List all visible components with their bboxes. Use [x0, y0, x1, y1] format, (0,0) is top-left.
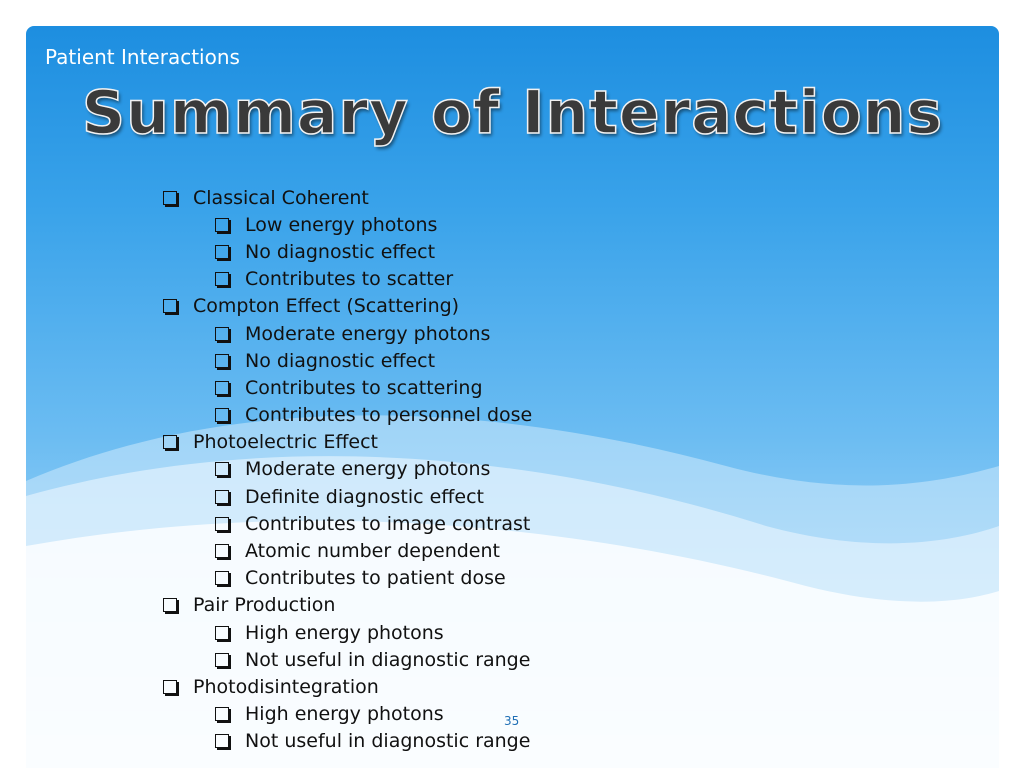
sub-bullet-item [163, 619, 532, 646]
sub-bullet-item [163, 565, 532, 592]
bullet-text: Low energy photons [245, 213, 438, 236]
section-label: Patient Interactions [45, 45, 240, 69]
bullet-item [163, 673, 532, 700]
bullet-text: Photodisintegration [193, 675, 379, 698]
checkbox-bullet-icon [215, 218, 229, 232]
sub-bullet-item [163, 646, 532, 673]
sub-bullet-item [163, 347, 532, 374]
bullet-text: Contributes to scattering [245, 376, 483, 399]
checkbox-bullet-icon [163, 680, 177, 694]
bullet-text: No diagnostic effect [245, 240, 436, 263]
bullet-text: Contributes to personnel dose [245, 404, 533, 427]
sub-bullet-item [163, 510, 532, 537]
bullet-text: Contributes to patient dose [245, 567, 506, 590]
sub-bullet-item [163, 402, 532, 429]
bullet-text: Atomic number dependent [245, 540, 500, 563]
checkbox-bullet-icon [215, 272, 229, 286]
bullet-item [163, 293, 532, 320]
bullet-text: Not useful in diagnostic range [245, 730, 531, 753]
checkbox-bullet-icon [215, 327, 229, 341]
bullet-text: Contributes to scatter [245, 268, 454, 291]
sub-bullet-item [163, 701, 532, 728]
bullet-text: Contributes to image contrast [245, 512, 531, 535]
bullet-item [163, 184, 532, 211]
checkbox-bullet-icon [215, 707, 229, 721]
bullet-text: Classical Coherent [193, 186, 369, 209]
bullet-text: Definite diagnostic effect [245, 485, 484, 508]
checkbox-bullet-icon [163, 191, 177, 205]
sub-bullet-item [163, 483, 532, 510]
checkbox-bullet-icon [215, 571, 229, 585]
slide [26, 26, 999, 768]
checkbox-bullet-icon [215, 408, 229, 422]
checkbox-bullet-icon [215, 354, 229, 368]
page-number: 35 [504, 714, 520, 728]
bullet-item [163, 429, 532, 456]
bullet-text: Photoelectric Effect [193, 431, 379, 454]
sub-bullet-item [163, 537, 532, 564]
checkbox-bullet-icon [215, 517, 229, 531]
checkbox-bullet-icon [163, 299, 177, 313]
checkbox-bullet-icon [215, 626, 229, 640]
checkbox-bullet-icon [215, 653, 229, 667]
sub-bullet-item [163, 320, 532, 347]
checkbox-bullet-icon [163, 435, 177, 449]
slide-title: Summary of Interactions [81, 78, 944, 148]
bullet-item [163, 592, 532, 619]
sub-bullet-item [163, 456, 532, 483]
bullet-list [163, 184, 532, 755]
bullet-text: Compton Effect (Scattering) [193, 295, 460, 318]
bullet-text: Moderate energy photons [245, 458, 491, 481]
checkbox-bullet-icon [215, 544, 229, 558]
sub-bullet-item [163, 211, 532, 238]
checkbox-bullet-icon [215, 381, 229, 395]
bullet-text: Pair Production [193, 594, 336, 617]
sub-bullet-item [163, 374, 532, 401]
bullet-text: High energy photons [245, 703, 444, 726]
checkbox-bullet-icon [215, 734, 229, 748]
sub-bullet-item [163, 266, 532, 293]
checkbox-bullet-icon [163, 598, 177, 612]
bullet-text: Not useful in diagnostic range [245, 648, 531, 671]
bullet-text: High energy photons [245, 621, 444, 644]
bullet-text: No diagnostic effect [245, 349, 436, 372]
checkbox-bullet-icon [215, 490, 229, 504]
sub-bullet-item [163, 728, 532, 755]
checkbox-bullet-icon [215, 245, 229, 259]
sub-bullet-item [163, 238, 532, 265]
bullet-text: Moderate energy photons [245, 322, 491, 345]
checkbox-bullet-icon [215, 462, 229, 476]
